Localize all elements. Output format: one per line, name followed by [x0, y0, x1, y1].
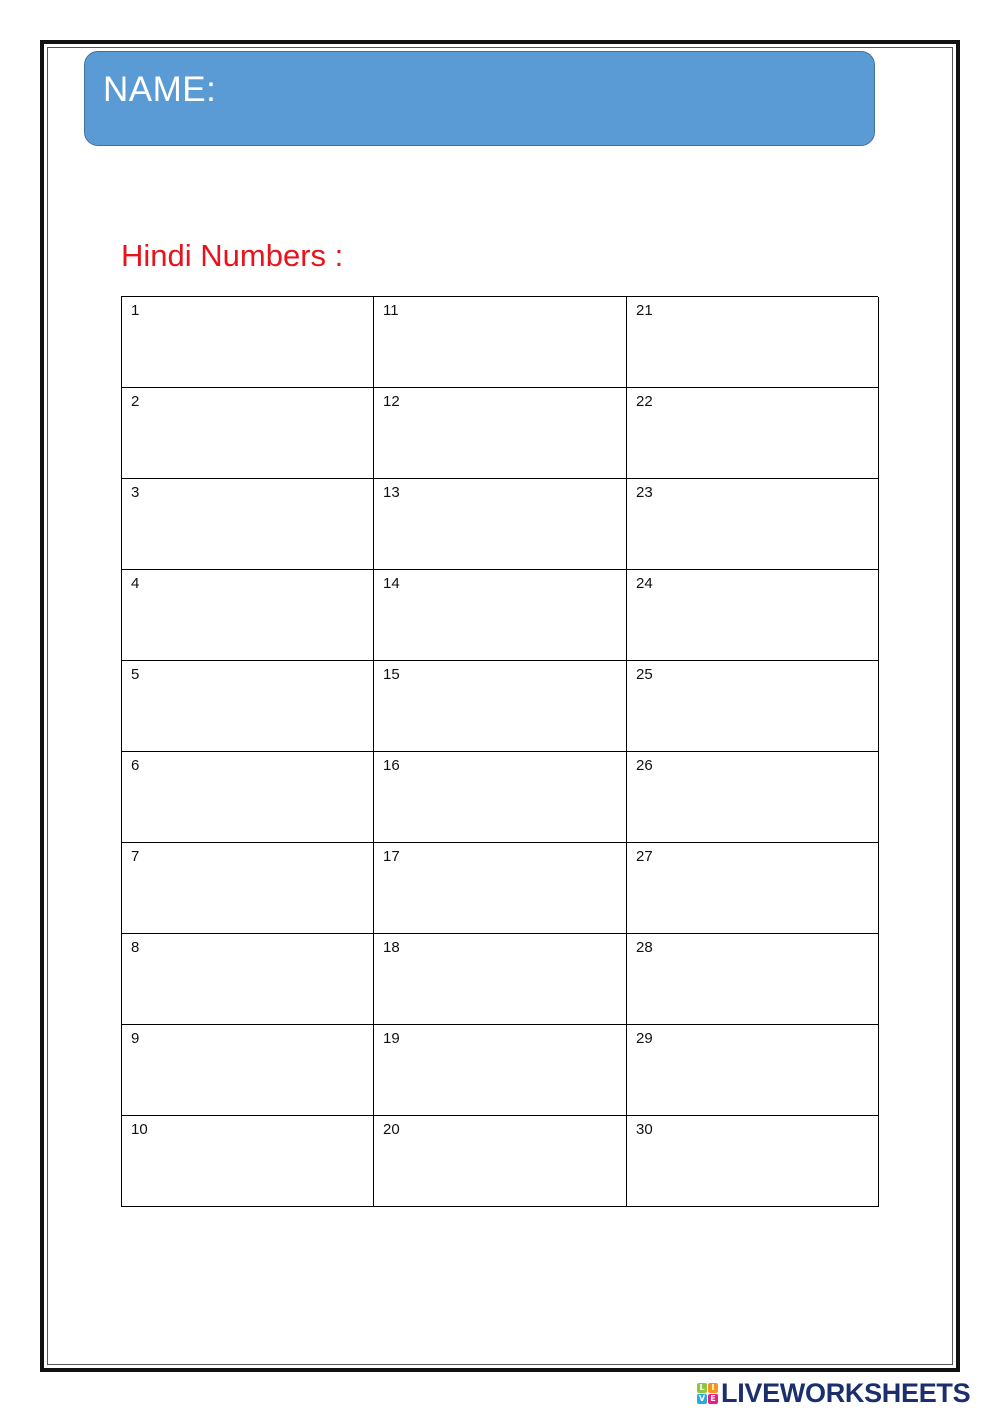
grid-cell-9[interactable]: 9 [122, 1025, 374, 1116]
grid-cell-21[interactable]: 21 [627, 297, 879, 388]
grid-cell-8[interactable]: 8 [122, 934, 374, 1025]
logo-tile-v: V [698, 1393, 706, 1403]
grid-cell-7[interactable]: 7 [122, 843, 374, 934]
grid-cell-30[interactable]: 30 [627, 1116, 879, 1207]
name-banner [84, 51, 875, 146]
logo-tile-i: I [708, 1383, 718, 1393]
grid-cell-20[interactable]: 20 [374, 1116, 627, 1207]
grid-cell-16[interactable]: 16 [374, 752, 627, 843]
grid-cell-15[interactable]: 15 [374, 661, 627, 752]
grid-cell-23[interactable]: 23 [627, 479, 879, 570]
grid-cell-2[interactable]: 2 [122, 388, 374, 479]
grid-cell-26[interactable]: 26 [627, 752, 879, 843]
grid-cell-11[interactable]: 11 [374, 297, 627, 388]
grid-cell-18[interactable]: 18 [374, 934, 627, 1025]
grid-cell-25[interactable]: 25 [627, 661, 879, 752]
liveworksheets-logo-icon [697, 1383, 718, 1404]
number-grid [121, 296, 878, 1207]
grid-cell-10[interactable]: 10 [122, 1116, 374, 1207]
grid-cell-6[interactable]: 6 [122, 752, 374, 843]
grid-cell-29[interactable]: 29 [627, 1025, 879, 1116]
logo-tile-e: E [708, 1394, 718, 1404]
grid-cell-13[interactable]: 13 [374, 479, 627, 570]
grid-cell-24[interactable]: 24 [627, 570, 879, 661]
grid-cell-4[interactable]: 4 [122, 570, 374, 661]
grid-cell-1[interactable]: 1 [122, 297, 374, 388]
logo-tile-l: L [697, 1383, 707, 1393]
liveworksheets-brand [697, 1377, 970, 1409]
grid-cell-19[interactable]: 19 [374, 1025, 627, 1116]
name-label: NAME: [103, 70, 217, 109]
grid-cell-27[interactable]: 27 [627, 843, 879, 934]
grid-cell-22[interactable]: 22 [627, 388, 879, 479]
grid-cell-28[interactable]: 28 [627, 934, 879, 1025]
section-title: Hindi Numbers : [121, 238, 344, 273]
grid-cell-3[interactable]: 3 [122, 479, 374, 570]
grid-cell-5[interactable]: 5 [122, 661, 374, 752]
grid-cell-12[interactable]: 12 [374, 388, 627, 479]
brand-text: LIVEWORKSHEETS [721, 1377, 971, 1408]
grid-cell-14[interactable]: 14 [374, 570, 627, 661]
grid-cell-17[interactable]: 17 [374, 843, 627, 934]
